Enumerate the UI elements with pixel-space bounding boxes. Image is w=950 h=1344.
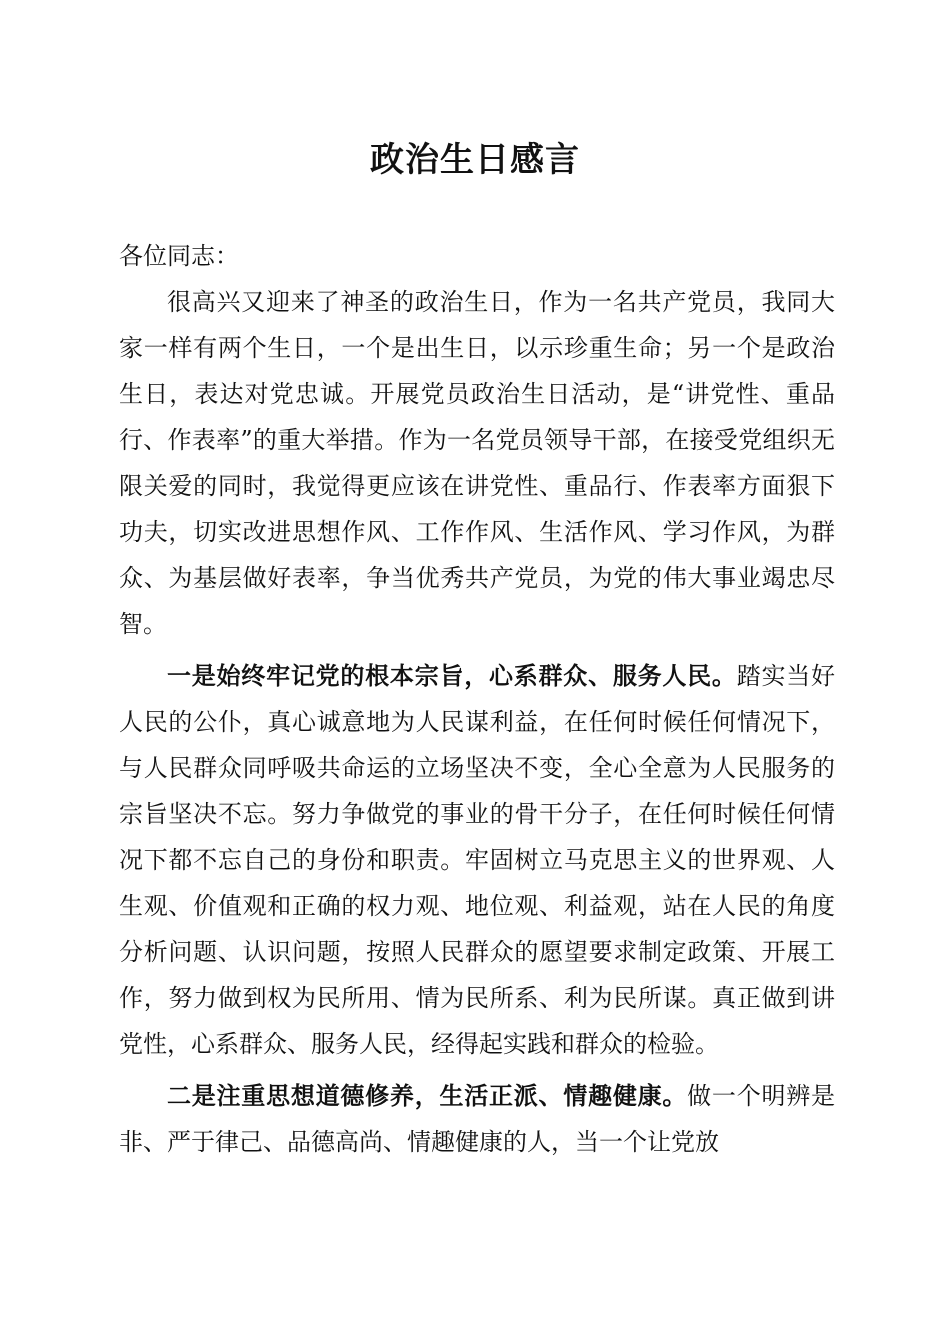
section-1-lead: 一是始终牢记党的根本宗旨，心系群众、服务人民。	[167, 661, 737, 690]
section-2-text: 做一个明辨是非、严于律己、品德高尚、情趣健康的人，当一个让党放	[119, 1082, 836, 1156]
intro-paragraph: 很高兴又迎来了神圣的政治生日，作为一名共产党员，我同大家一样有两个生日，一个是出生日，以示珍重生命；另一个是政治生日，表达对党忠诚。开展党员政治生日活动，是“讲党性、重品行、作表率”的重大举措。作为一名党员领导干部，在接受党组织无限关爱的同时，我觉得更应该在讲党性、重品行、作表率方面狠下功夫，切实改进思想作风、工作作风、生活作风、学习作风，为群众、为基层做好表率，争当优秀共产党员，为党的伟大事业竭忠尽智。	[119, 288, 835, 638]
document-title: 政治生日感言	[370, 140, 580, 180]
section-2-paragraph	[119, 1073, 835, 1165]
document-body	[119, 233, 835, 1165]
salutation: 各位同志：	[119, 242, 239, 270]
section-1-text: 踏实当好人民的公仆，真心诚意地为人民谋利益，在任何时候任何情况下，与人民群众同呼吸共命运的立场坚决不变，全心全意为人民服务的宗旨坚决不忘。努力争做党的事业的骨干分子，在任何时候任何情况下都不忘自己的身份和职责。牢固树立马克思主义的世界观、人生观、价值观和正确的权力观、地位观、利益观，站在人民的角度分析问题、认识问题，按照人民群众的愿望要求制定政策、开展工作，努力做到权为民所用、情为民所系、利为民所谋。真正做到讲党性，心系群众、服务人民，经得起实践和群众的检验。	[119, 662, 836, 1058]
section-1-paragraph	[119, 653, 835, 1067]
section-2-lead: 二是注重思想道德修养，生活正派、情趣健康。	[167, 1081, 688, 1110]
